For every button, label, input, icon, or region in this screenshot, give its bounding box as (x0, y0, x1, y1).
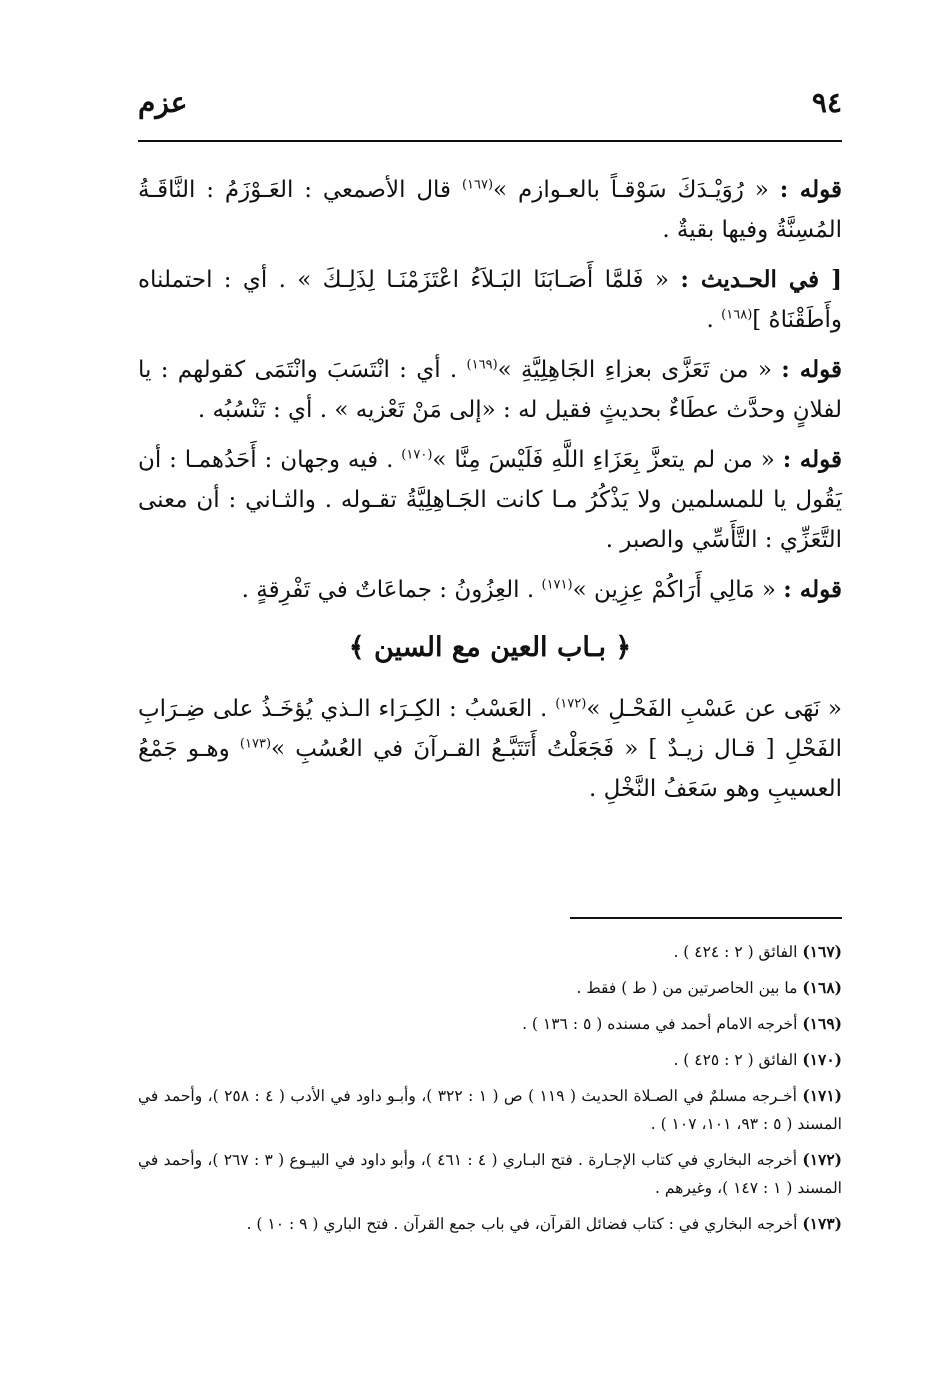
footnote: (١٦٩) أخرجه الامام أحمد في مسنده ( ٥ : ١٣٦ ) . (522, 1014, 842, 1033)
paragraph: قوله : « رُوَيْـدَكَ سَوْقـاً بالعـوازم »$^{(١٦٧)}$ قال الأصمعي : العَـوْزَمُ : النَّاقَـةُ المُسِنَّةُ وفيها بقيةٌ . (138, 176, 842, 243)
paragraph: قوله : « من لم يتعزَّ بِعَزَاءِ اللَّهِ فَلَيْسَ مِنَّا »$^{(١٧٠)}$ . فيه وجهان : أَحَدُهمـا : أن يَقُول يا للمسلمين ولا يَذْكُرُ مـا كانت الجَـاهِلِيَّةُ تقـوله . والثـاني : أن معنى التَّعَزِّي : التَّأَسِّي والصبر . (138, 446, 843, 553)
main-text (138, 170, 842, 819)
page-number: ٩٤ (811, 86, 842, 119)
footnote: (١٦٨) ما بين الحاصرتين من ( ط ) فقط . (576, 978, 842, 997)
footnote: (١٧٠) الفائق ( ٢ : ٤٢٥ ) . (673, 1050, 842, 1069)
running-title: عزم (138, 86, 188, 119)
footnote-ref[interactable]: (١٧٢) (555, 696, 587, 712)
paragraph: قوله : « مَالِي أَرَاكُمْ عِزِين »$^{(١٧١)}$ . العِزُونُ : جماعَاتٌ في تَفْرِقةٍ . (241, 576, 842, 603)
footnote-ref[interactable]: (١٦٩) (466, 357, 498, 373)
footnote-ref[interactable]: (١٦٧) (461, 177, 494, 193)
paragraph: [ في الحـديث : « فَلمَّا أَصَـابَنَا البَـلاَءُ اعْتَزَمْنَـا لِذَلِـكَ » . أي : احتملناه وأَطَقْنَاهُ ]$^{(١٦٨)}$ . (138, 266, 843, 333)
footnotes (138, 938, 842, 1246)
section-title: ﴿ بـاب العين مع السين ﴾ (348, 632, 632, 663)
footnote-ref[interactable]: (١٦٨) (721, 307, 753, 323)
page-header (138, 84, 842, 142)
footnote: (١٧٢) أخرجه البخاري في كتاب الإجـارة . فتح البـاري ( ٤ : ٤٦١ )، وأبو داود في البيـوع ( ٣ : ٢٦٧ )، وأحمد في المسند ( ١ : ١٤٧ )، وغيرهم . (138, 1150, 843, 1197)
footnote-ref[interactable]: (١٧١) (541, 577, 573, 593)
paragraph: قوله : « من تَعَزَّى بعزاءِ الجَاهِلِيَّةِ »$^{(١٦٩)}$ . أي : انْتَسَبَ وانْتَمَى كقولهم : يا لفلانٍ وحدَّث عطَاءٌ بحديثٍ فقيل له : «إلى مَنْ تَعْزيه » . أي : تَنْسُبُه . (138, 356, 842, 423)
footnote: (١٧١) أخـرجه مسلمٌ في الصـلاة الحديث ( ١١٩ ) ص ( ١ : ٣٢٢ )، وأبـو داود في الأدب ( ٤ : ٢٥٨ )، وأحمد في المسند ( ٥ : ٩٣، ١٠١، ١٠٧ ) . (138, 1086, 843, 1133)
footnote: (١٧٣) أخرجه البخاري في : كتاب فضائل القرآن، في باب جمع القرآن . فتح الباري ( ٩ : ١٠ ) . (246, 1214, 842, 1233)
footnote-divider (570, 917, 842, 919)
footnote-ref[interactable]: (١٧٣) (239, 736, 272, 752)
footnote-ref[interactable]: (١٧٠) (401, 447, 433, 463)
paragraph: « نَهَى عن عَسْبِ الفَحْـلِ »$^{(١٧٢)}$ . العَسْبُ : الكِـرَاء الـذي يُؤخَـذُ على ضِـرَابِ الفَحْلِ [ قـال زيـدٌ ] « فَجَعَلْتُ أَتَتَبَّـعُ القـرآنَ في العُسُبِ »$^{(١٧٣)}$ وهـو جَمْعُ العسيبِ وهو سَعَفُ النَّخْلِ . (138, 696, 843, 802)
footnote: (١٦٧) الفائق ( ٢ : ٤٢٤ ) . (673, 942, 842, 961)
